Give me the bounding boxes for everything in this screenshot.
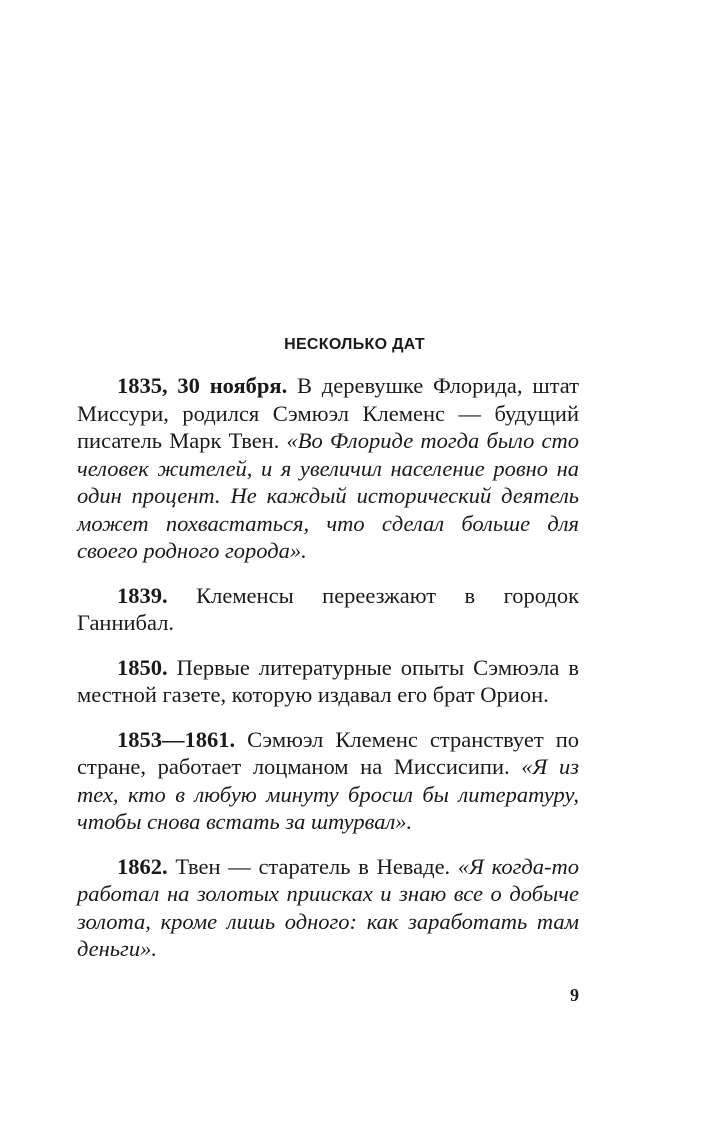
chronology-entry-1850 [77,654,579,709]
entry-text: Твен — старатель в Неваде. [167,853,458,879]
chronology-entry-1835 [77,372,579,565]
entry-date: 1835, 30 ноября. [117,373,288,398]
entry-text: Клеменсы переезжают в городок Ганнибал. [77,582,579,635]
entry-text: В деревушке Флорида, штат Миссури, родился Сэмюэл Клеменс — будущий писатель Марк Твен. [77,373,579,453]
entry-text: Первые литературные опыты Сэмюэла в местной газете, которую издавал его брат Орион. [77,654,579,707]
chronology [77,372,579,980]
entry-date: 1850. [117,654,168,680]
chronology-entry-1839 [77,582,579,637]
entry-date: 1853—1861. [117,726,236,752]
chronology-entry-1853-1861 [77,726,579,836]
page-number: 9 [570,985,579,1005]
entry-date: 1862. [117,853,168,879]
entry-text: Сэмюэл Клеменс странствует по стране, работает лоцманом на Миссисипи. [77,726,579,779]
entry-date: 1839. [117,582,168,608]
chronology-entry-1862 [77,853,579,963]
entry-quote: «Я когда-то работал на золотых приисках и знаю все о добыче золота, кроме лишь одного: как заработать там деньги». [77,853,580,961]
entry-quote: «Во Флориде тогда было сто человек жителей, и я увеличил население ровно на один процент. Не каждый исторический деятель может похвастаться, что сделал больше для своего родного города». [77,428,579,563]
chapter-heading: НЕСКОЛЬКО ДАТ [284,336,425,353]
entry-quote: «Я из тех, кто в любую минуту бросил бы литературу, чтобы снова встать за штурвал». [77,754,579,834]
